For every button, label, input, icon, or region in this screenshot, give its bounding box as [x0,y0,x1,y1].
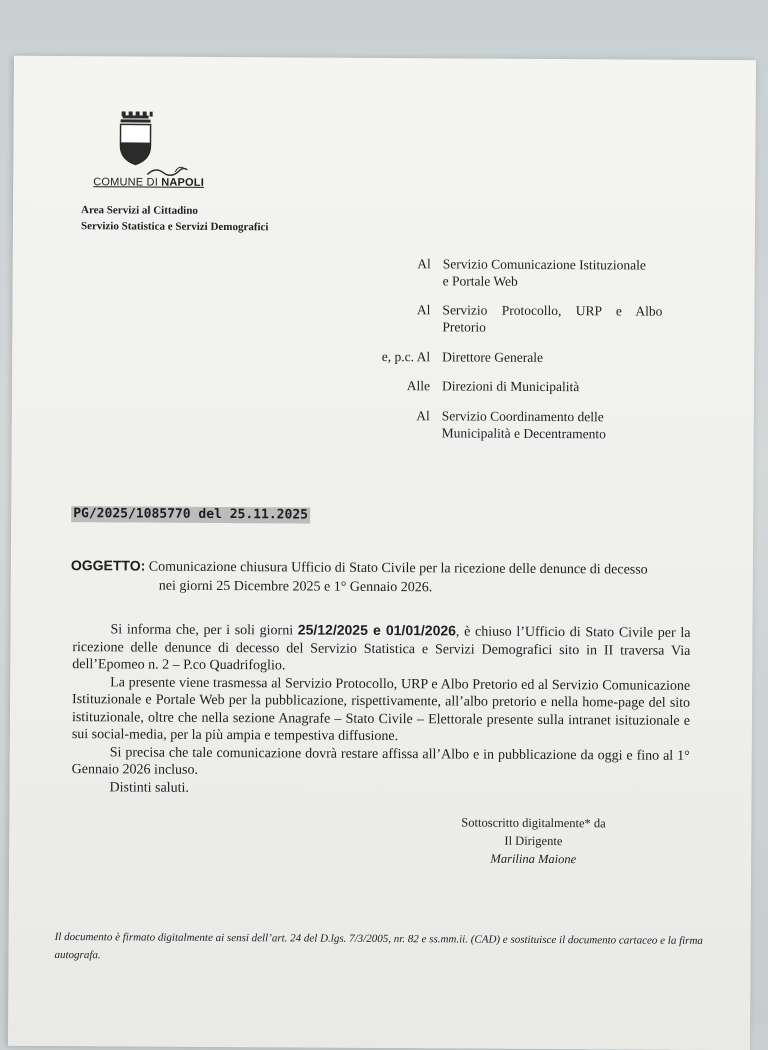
recipient-line: Direzioni di Municipalità [441,378,580,395]
recipient-label: e, p.c. Al [381,348,431,365]
comune-di-napoli-logo [93,176,204,189]
recipient-line: Servizio Comunicazione Istituzionale [442,256,646,273]
closing-salutation: Distinti saluti. [109,779,189,796]
recipient-3 [312,348,712,367]
subject [71,556,691,599]
letter-body [71,620,690,800]
paragraph-1 [72,620,690,677]
area-line-2: Servizio Statistica e Servizi Demografici [80,220,269,234]
recipient-1 [313,255,713,291]
subject-line-1: Comunicazione chiusura Ufficio di Stato Civile per la ricezione delle denunce di decesso [145,559,648,578]
logo-word-2: NAPOLI [161,176,205,189]
subject-line-2: nei giorni 25 Dicembre 2025 e 1° Gennaio 2026. [158,578,433,596]
recipient-line: Servizio Protocollo, URP e Albo [442,302,663,319]
recipient-line: Direttore Generale [442,349,544,365]
recipient-line: Pretorio [442,319,486,335]
recipient-label: Al [417,256,431,272]
signer-name: Marilina Maione [490,851,577,867]
recipient-label: Al [416,302,431,318]
recipient-line: e Portale Web [442,273,518,289]
protocol-number: PG/2025/1085770 del 25.11.2025 [71,506,310,523]
recipient-label: Alle [406,378,431,394]
recipient-5 [312,407,712,443]
subject-label: OGGETTO: [70,557,146,574]
closure-dates: 25/12/2025 e 01/01/2026 [297,621,457,639]
paragraph-2: La presente viene trasmessa al Servizio Protocollo, URP e Albo Pretorio ed al Servizio Comunicazione Istituzionale e Portale Web per la pubblicazione, rispettivamente, all’albo pretorio e nella home-page del sito istituzionale, oltre che nella sezione Anagrafe – Stato Civile – Elettorale presente sulla intranet isituzionale e sui social-media, per la più ampia e tempestiva diffusione. [71,674,691,745]
recipient-line: Servizio Coordinamento delle [441,408,604,425]
recipient-label: Al [416,408,430,424]
paragraph-1-text: Si informa che, per i soli giorni [110,622,298,639]
recipient-4 [312,377,712,396]
signature-note: Sottoscritto digitalmente* da [461,815,606,831]
coat-of-arms-icon [117,111,153,165]
letter-page [8,56,756,1050]
paragraph-3: Si precisa che tale comunicazione dovrà restare affissa all’Albo e in pubblicazione da oggi e fino al 1° Gennaio 2026 incluso. [71,744,690,778]
recipient-line: Municipalità e Decentramento [441,425,606,442]
area-line-1: Area Servizi al Cittadino [81,204,198,217]
sender-department [81,202,269,235]
signer-title: Il Dirigente [504,833,563,849]
digital-signature-footer: Il documento è firmato digitalmente ai sensi dell’art. 24 del D.lgs. 7/3/2005, nr. 82 e ss.mm.ii. (CAD) e sostituisce il documento cartaceo e la firma autografa. [54,930,703,962]
logo-word-1: COMUNE DI [93,176,159,189]
paragraph-1-text-end: , è chiuso l’Ufficio di Stato Civile per la ricezione delle denunce di decesso del Servizio Statistica e Servizi Demografici sito in II traversa Via dell’Epomeo n. 2 – P.co Quadrifoglio. [72,624,691,674]
signature-block [461,813,606,868]
recipient-2 [312,301,712,337]
